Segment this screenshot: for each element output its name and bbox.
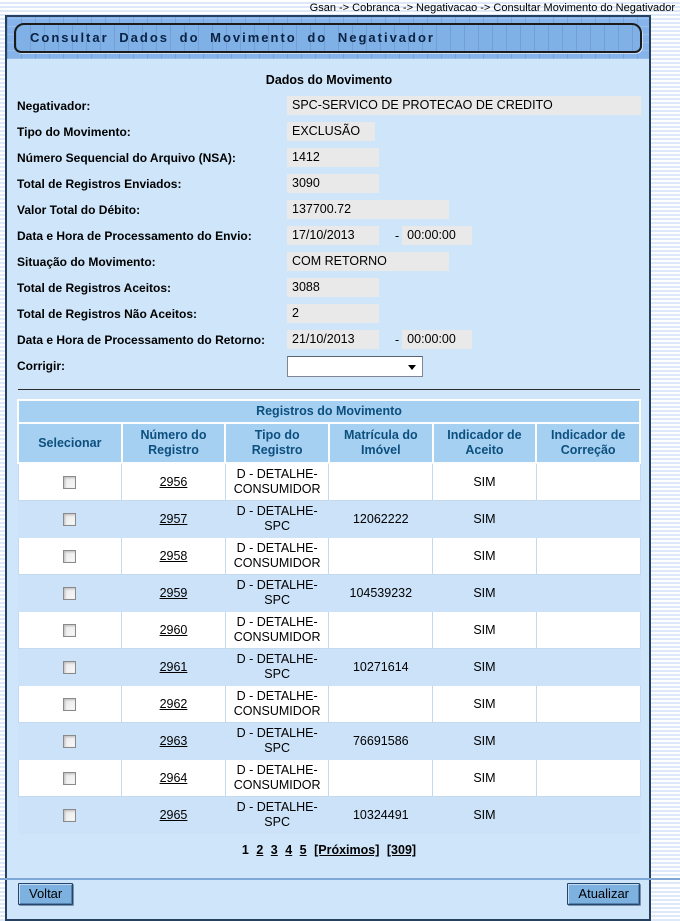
pagination-last-link[interactable]: [309] [386,843,417,857]
registro-matricula [329,760,433,797]
date-time-separator: - [395,228,400,243]
footer-divider [0,878,680,880]
nsa-label: Número Sequencial do Arquivo (NSA): [17,151,236,165]
title-band [7,17,649,59]
pagination-page-link[interactable]: 2 [256,843,264,857]
registro-tipo: D - DETALHE-CONSUMIDOR [225,760,329,797]
valor-total-label: Valor Total do Débito: [17,203,141,217]
table-row [18,760,640,797]
field-row-corrigir [17,356,641,377]
pagination-page-link[interactable]: 3 [270,843,278,857]
table-row [18,797,640,834]
pagination-next-link[interactable]: [Próximos] [314,843,380,857]
field-row-valor-total [17,200,641,219]
voltar-button[interactable]: Voltar [18,883,73,905]
total-enviados-value: 3090 [287,174,379,193]
table-caption-row [18,400,640,423]
tipo-movimento-label: Tipo do Movimento: [17,125,131,139]
registro-matricula [329,463,433,501]
section-title: Dados do Movimento [265,73,393,87]
registro-matricula [329,538,433,575]
registro-correcao [536,612,640,649]
row-checkbox[interactable] [63,772,76,785]
tipo-movimento-value: EXCLUSÃO [287,122,375,141]
retorno-time-value: 00:00:00 [402,330,472,349]
pagination-current-page: 1 [241,843,249,857]
table-row [18,501,640,538]
registro-tipo: D - DETALHE-CONSUMIDOR [225,686,329,723]
envio-date-value: 17/10/2013 [287,226,379,245]
registro-correcao [536,797,640,834]
corrigir-label: Corrigir: [17,359,65,373]
registro-aceito: SIM [433,760,537,797]
registro-aceito: SIM [433,723,537,760]
total-nao-aceitos-label: Total de Registros Não Aceitos: [17,307,198,321]
table-row [18,538,640,575]
table-row [18,575,640,612]
row-checkbox[interactable] [63,735,76,748]
registro-link[interactable]: 2958 [159,548,188,563]
registro-tipo: D - DETALHE-CONSUMIDOR [225,538,329,575]
row-checkbox[interactable] [63,661,76,674]
registro-link[interactable]: 2956 [159,474,188,489]
nsa-value: 1412 [287,148,379,167]
column-header-numero: Número do Registro [122,423,226,463]
column-header-matricula: Matrícula do Imóvel [329,423,433,463]
page-title: Consultar Dados do Movimento do Negativador [14,23,642,53]
column-header-tipo: Tipo do Registro [225,423,329,463]
processamento-retorno-label: Data e Hora de Processamento do Retorno: [17,333,266,347]
field-row-processamento-envio [17,226,641,245]
form-table-divider [18,389,640,390]
pagination [17,843,641,857]
valor-total-value: 137700.72 [287,200,449,219]
registro-aceito: SIM [433,501,537,538]
registro-tipo: D - DETALHE-SPC [225,723,329,760]
total-aceitos-label: Total de Registros Aceitos: [17,281,172,295]
registro-matricula [329,686,433,723]
field-row-total-nao-aceitos [17,304,641,323]
table-row [18,686,640,723]
row-checkbox[interactable] [63,809,76,822]
registro-link[interactable]: 2960 [159,622,188,637]
situacao-label: Situação do Movimento: [17,255,156,269]
registro-correcao [536,463,640,501]
registro-link[interactable]: 2964 [159,770,188,785]
row-checkbox[interactable] [63,550,76,563]
pagination-page-link[interactable]: 5 [299,843,307,857]
registro-tipo: D - DETALHE-SPC [225,501,329,538]
row-checkbox[interactable] [63,698,76,711]
action-bar [18,883,640,905]
registro-tipo: D - DETALHE-SPC [225,797,329,834]
envio-time-value: 00:00:00 [402,226,472,245]
main-panel [5,15,651,921]
field-row-processamento-retorno [17,330,641,349]
field-row-situacao [17,252,641,271]
registro-correcao [536,538,640,575]
negativador-value: SPC-SERVICO DE PROTECAO DE CREDITO [287,96,641,115]
registro-tipo: D - DETALHE-CONSUMIDOR [225,463,329,501]
total-nao-aceitos-value: 2 [287,304,379,323]
field-row-negativador [17,96,641,115]
registro-matricula: 76691586 [329,723,433,760]
registro-tipo: D - DETALHE-CONSUMIDOR [225,612,329,649]
registro-tipo: D - DETALHE-SPC [225,649,329,686]
row-checkbox[interactable] [63,476,76,489]
registro-correcao [536,501,640,538]
registro-link[interactable]: 2965 [159,807,188,822]
table-row [18,612,640,649]
total-enviados-label: Total de Registros Enviados: [17,177,182,191]
field-row-total-enviados [17,174,641,193]
registro-matricula: 12062222 [329,501,433,538]
registro-matricula: 10324491 [329,797,433,834]
registro-correcao [536,723,640,760]
registro-aceito: SIM [433,612,537,649]
pagination-page-link[interactable]: 4 [285,843,293,857]
registro-link[interactable]: 2959 [159,585,188,600]
retorno-date-value: 21/10/2013 [287,330,379,349]
registros-table [17,399,641,834]
date-time-separator: - [395,332,400,347]
registro-correcao [536,649,640,686]
registro-matricula: 10271614 [329,649,433,686]
corrigir-select[interactable] [287,356,423,377]
registro-correcao [536,575,640,612]
panel-body [7,59,649,919]
table-row [18,463,640,501]
column-header-selecionar: Selecionar [18,423,122,463]
row-checkbox[interactable] [63,624,76,637]
row-checkbox[interactable] [63,513,76,526]
column-header-correcao: Indicador de Correção [536,423,640,463]
registro-link[interactable]: 2961 [159,659,188,674]
registro-matricula [329,612,433,649]
row-checkbox[interactable] [63,587,76,600]
table-row [18,723,640,760]
field-row-nsa [17,148,641,167]
registro-aceito: SIM [433,538,537,575]
field-row-total-aceitos [17,278,641,297]
atualizar-button[interactable]: Atualizar [567,883,640,905]
chevron-down-icon [408,365,416,370]
total-aceitos-value: 3088 [287,278,379,297]
negativador-label: Negativador: [17,99,91,113]
column-header-aceito: Indicador de Aceito [433,423,537,463]
registro-aceito: SIM [433,686,537,723]
table-header-row [18,423,640,463]
processamento-envio-label: Data e Hora de Processamento do Envio: [17,229,252,243]
table-caption: Registros do Movimento [18,400,640,423]
situacao-value: COM RETORNO [287,252,449,271]
registro-aceito: SIM [433,649,537,686]
registro-matricula: 104539232 [329,575,433,612]
registro-link[interactable]: 2962 [159,696,188,711]
registro-tipo: D - DETALHE-SPC [225,575,329,612]
field-row-tipo-movimento [17,122,641,141]
registro-correcao [536,686,640,723]
registro-link[interactable]: 2957 [159,511,188,526]
registro-correcao [536,760,640,797]
registro-aceito: SIM [433,575,537,612]
registro-aceito: SIM [433,463,537,501]
registro-link[interactable]: 2963 [159,733,188,748]
breadcrumb[interactable]: Gsan -> Cobranca -> Negativacao -> Consultar Movimento do Negativador [309,2,675,14]
registro-aceito: SIM [433,797,537,834]
table-row [18,649,640,686]
